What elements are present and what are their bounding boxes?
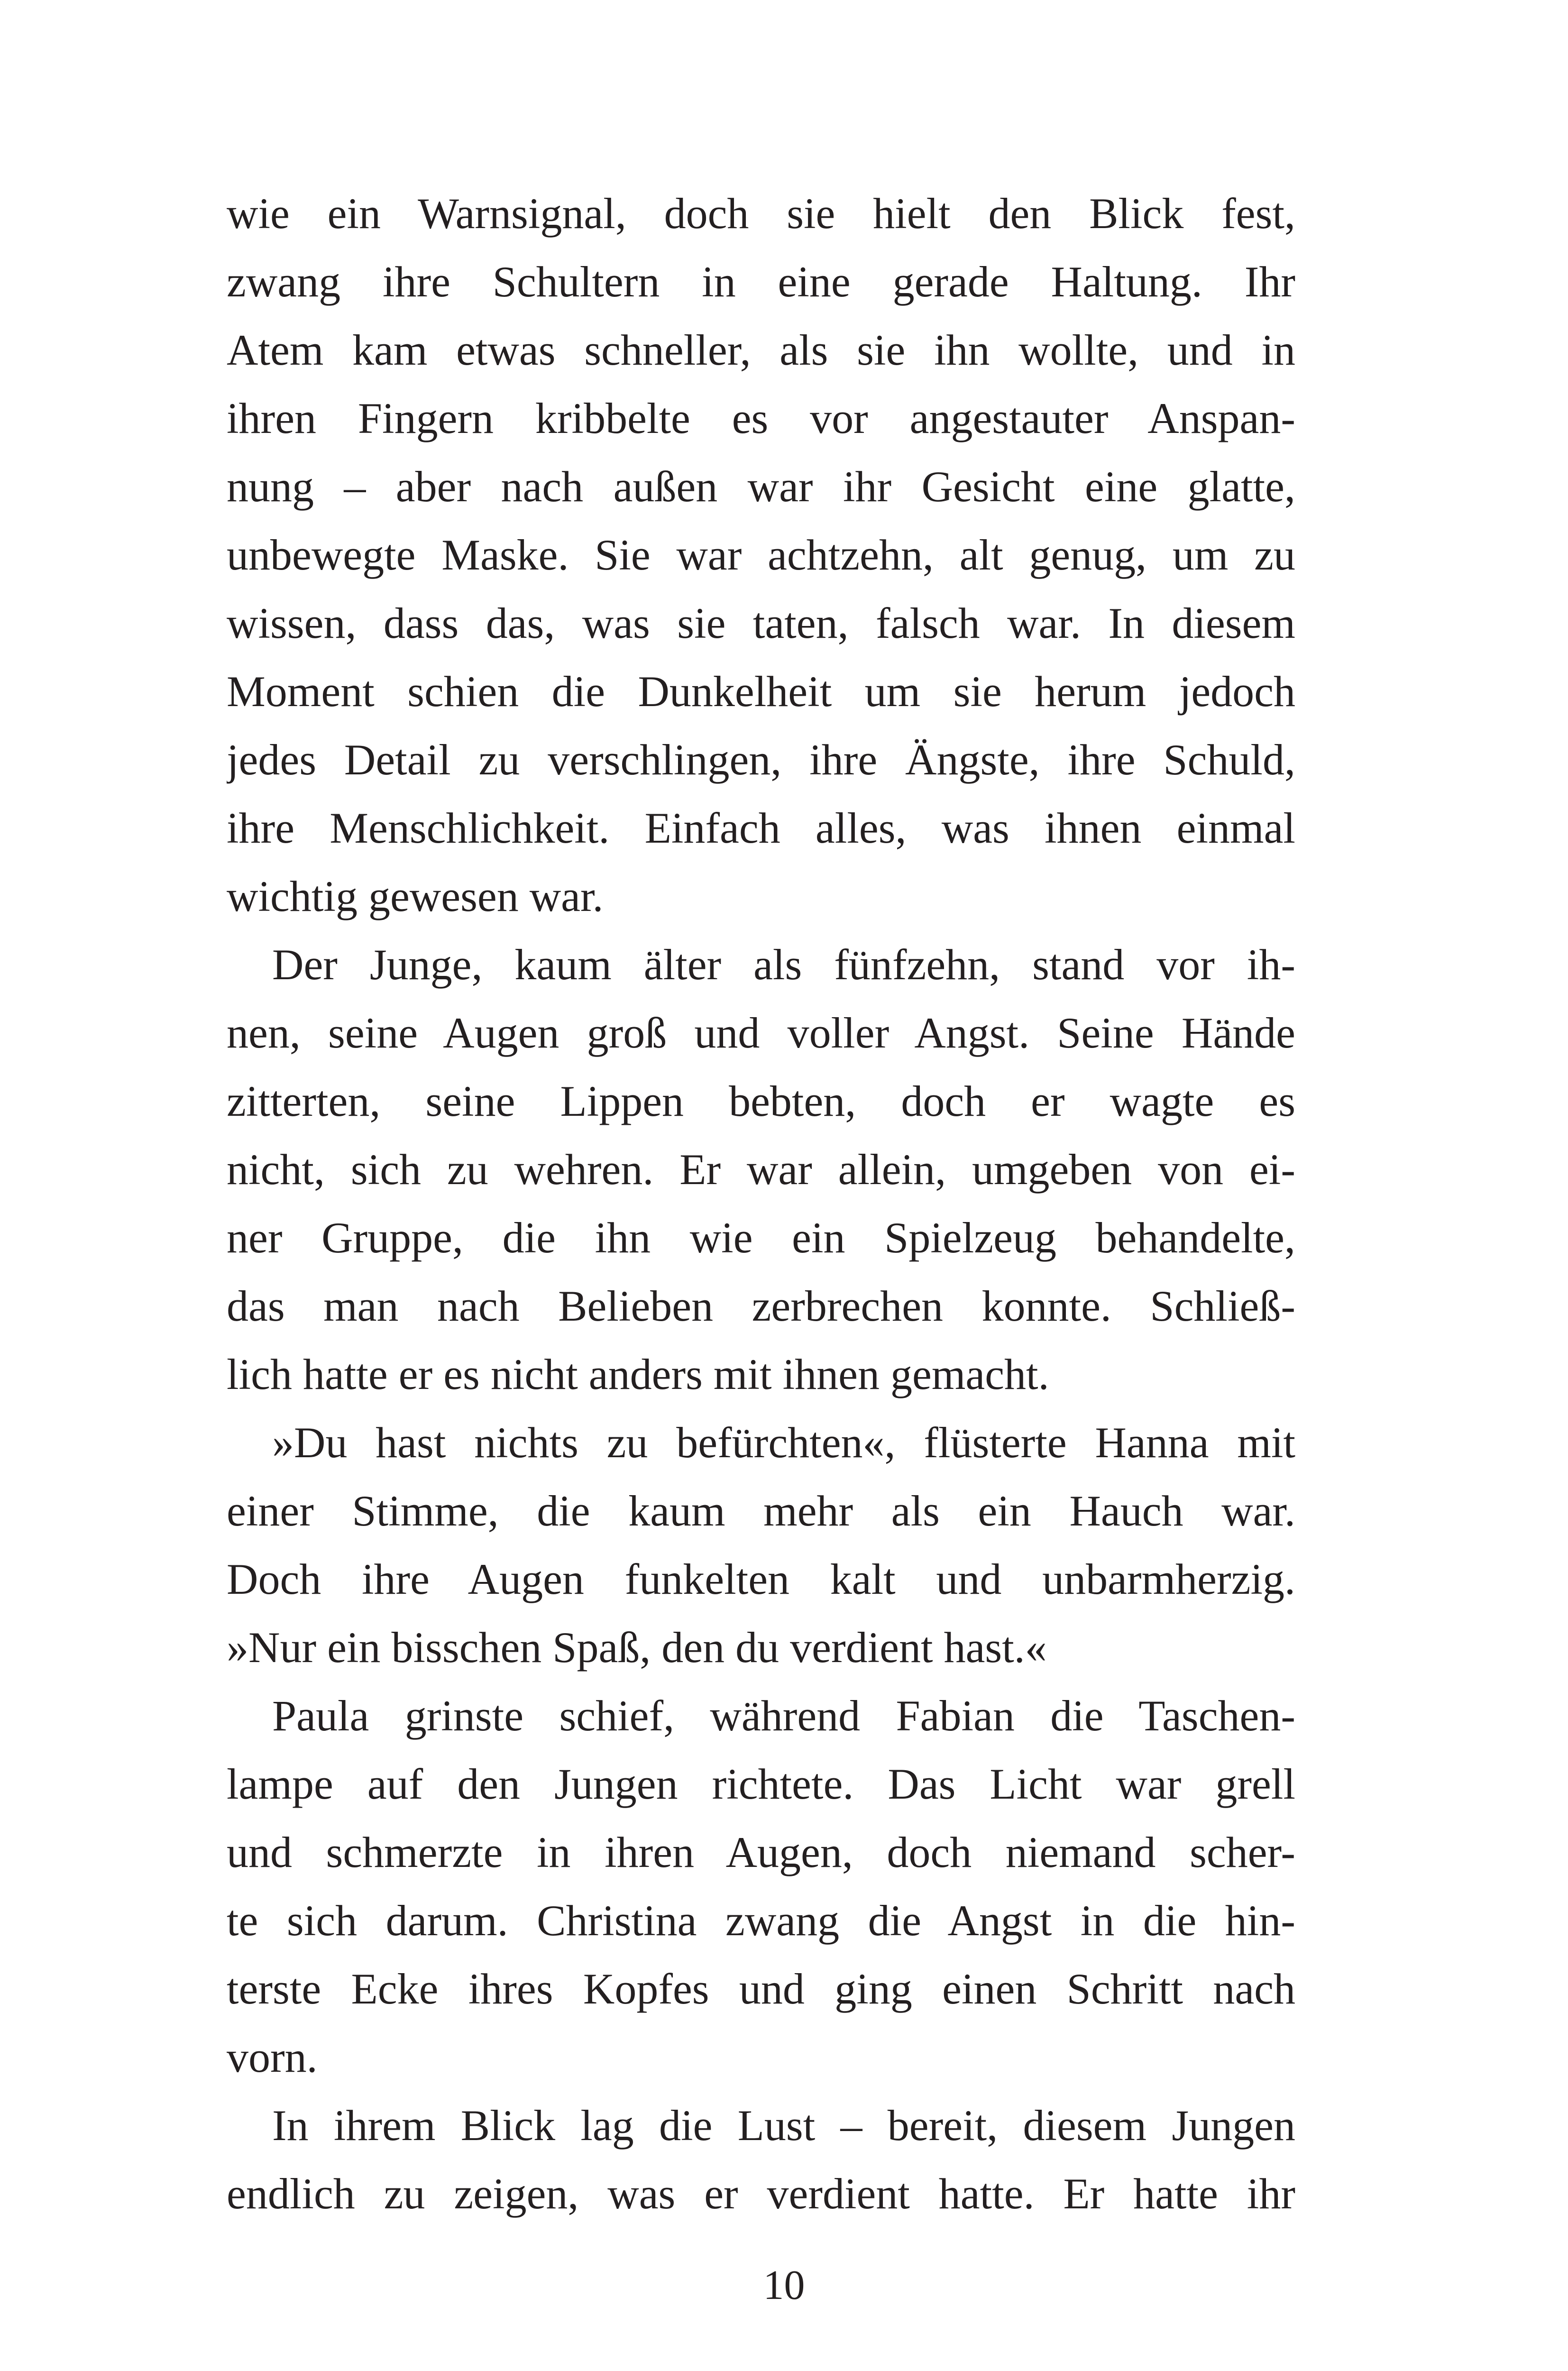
text-line: lampe auf den Jungen richtete. Das Licht war grell <box>227 1760 1295 1808</box>
text-line: ihre Menschlichkeit. Einfach alles, was ihnen einmal <box>227 804 1295 852</box>
text-line: nen, seine Augen groß und voller Angst. Seine Hände <box>227 1009 1295 1057</box>
text-line: wissen, dass das, was sie taten, falsch war. In diesem <box>227 599 1295 647</box>
page-number: 10 <box>763 2262 805 2308</box>
text-line: wichtig gewesen war. <box>227 872 604 920</box>
text-line: In ihrem Blick lag die Lust – bereit, diesem Jungen <box>272 2101 1295 2150</box>
text-line: Paula grinste schief, während Fabian die Taschen- <box>272 1691 1295 1740</box>
paragraph-1 <box>227 179 1295 930</box>
text-line: und schmerzte in ihren Augen, doch niemand scher- <box>227 1828 1295 1876</box>
text-line: unbewegte Maske. Sie war achtzehn, alt genug, um zu <box>227 531 1295 579</box>
text-line: Der Junge, kaum älter als fünfzehn, stand vor ih- <box>272 940 1295 989</box>
text-line: terste Ecke ihres Kopfes und ging einen Schritt nach <box>227 1965 1295 2013</box>
paragraph-2 <box>227 930 1295 1408</box>
text-line: ihren Fingern kribbelte es vor angestauter Anspan- <box>227 394 1295 442</box>
text-line: vorn. <box>227 2033 318 2081</box>
text-line: wie ein Warnsignal, doch sie hielt den Blick fest, <box>227 189 1295 238</box>
text-line: lich hatte er es nicht anders mit ihnen gemacht. <box>227 1350 1049 1398</box>
text-line: zwang ihre Schultern in eine gerade Haltung. Ihr <box>227 257 1295 306</box>
text-line: Doch ihre Augen funkelten kalt und unbarmherzig. <box>227 1555 1295 1603</box>
text-line: einer Stimme, die kaum mehr als ein Hauch war. <box>227 1487 1295 1535</box>
paragraph-3 <box>227 1408 1295 1682</box>
text-line: jedes Detail zu verschlingen, ihre Ängste, ihre Schuld, <box>227 735 1295 784</box>
text-line: Atem kam etwas schneller, als sie ihn wollte, und in <box>227 326 1295 374</box>
text-line: te sich darum. Christina zwang die Angst in die hin- <box>227 1896 1295 1945</box>
text-line: zitterten, seine Lippen bebten, doch er wagte es <box>227 1077 1295 1125</box>
body-text <box>227 179 1295 2228</box>
text-line: »Du hast nichts zu befürchten«, flüsterte Hanna mit <box>272 1418 1295 1467</box>
text-line: nung – aber nach außen war ihr Gesicht eine glatte, <box>227 462 1295 511</box>
paragraph-4 <box>227 1682 1295 2091</box>
text-line: ner Gruppe, die ihn wie ein Spielzeug behandelte, <box>227 1213 1295 1262</box>
text-line: nicht, sich zu wehren. Er war allein, umgeben von ei- <box>227 1145 1295 1194</box>
text-line: das man nach Belieben zerbrechen konnte. Schließ- <box>227 1282 1295 1330</box>
text-line: Moment schien die Dunkelheit um sie herum jedoch <box>227 667 1295 716</box>
paragraph-5 <box>227 2091 1295 2228</box>
text-line: endlich zu zeigen, was er verdient hatte. Er hatte ihr <box>227 2169 1295 2218</box>
text-line: »Nur ein bisschen Spaß, den du verdient hast.« <box>227 1623 1047 1672</box>
